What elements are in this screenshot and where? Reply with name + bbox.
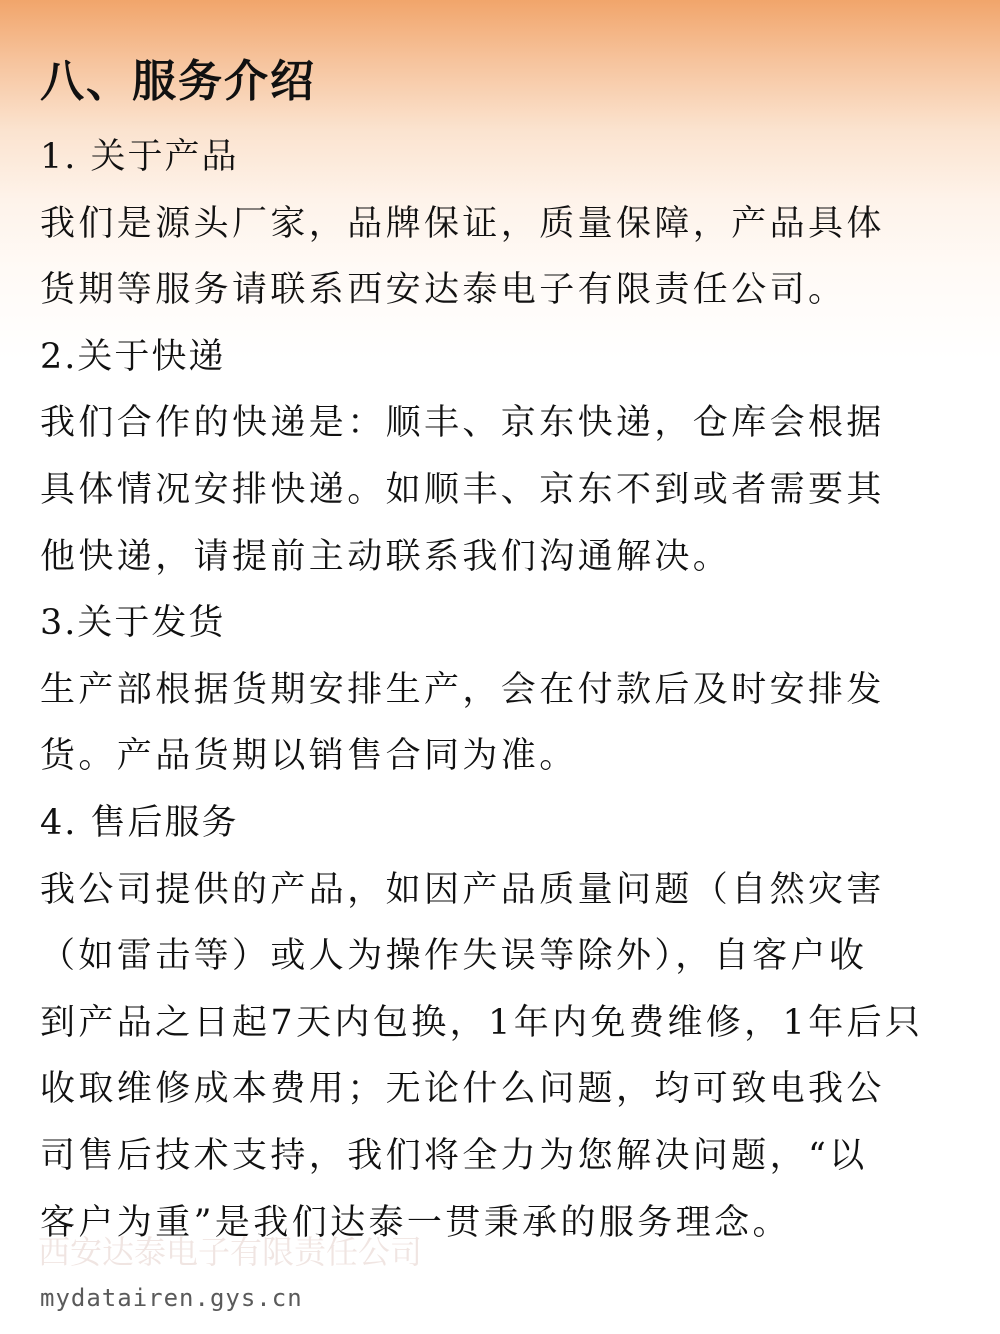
body-line: 货期等服务请联系西安达泰电子有限责任公司。: [40, 270, 847, 311]
section-heading: 2.关于快递: [40, 336, 226, 377]
section-heading: 3.关于发货: [40, 603, 226, 644]
body-line: 我们是源头厂家，品牌保证，质量保障，产品具体: [40, 203, 885, 244]
page-title: 八、服务介绍: [40, 56, 316, 107]
section-after-sales: [40, 790, 980, 1256]
section-shipping: [40, 590, 980, 790]
watermark-url: mydatairen.gys.cn: [40, 1284, 303, 1312]
body-line: 生产部根据货期安排生产，会在付款后及时安排发: [40, 669, 885, 710]
body-line: 司售后技术支持，我们将全力为您解决问题，“以: [40, 1135, 868, 1176]
document-content: [40, 52, 980, 1256]
section-heading: 4. 售后服务: [40, 802, 239, 843]
body-line: 我们合作的快递是：顺丰、京东快递，仓库会根据: [40, 403, 885, 444]
watermark-company: 西安达泰电子有限责任公司: [38, 1233, 423, 1271]
section-delivery: [40, 324, 980, 590]
body-line: 收取维修成本费用；无论什么问题，均可致电我公: [40, 1069, 885, 1110]
section-products: [40, 124, 980, 324]
body-line: （如雷击等）或人为操作失误等除外），自客户收: [40, 936, 868, 977]
section-heading: 1. 关于产品: [40, 137, 239, 177]
body-line: 具体情况安排快递。如顺丰、京东不到或者需要其: [40, 469, 885, 510]
body-line: 货。产品货期以销售合同为准。: [40, 736, 578, 777]
body-line: 他快递，请提前主动联系我们沟通解决。: [40, 536, 732, 577]
body-line: 到产品之日起7天内包换，1年内免费维修，1年后只: [40, 1002, 924, 1043]
body-line: 客户为重”是我们达泰一贯秉承的服务理念。: [40, 1202, 791, 1243]
body-line: 我公司提供的产品，如因产品质量问题（自然灾害: [40, 869, 885, 910]
